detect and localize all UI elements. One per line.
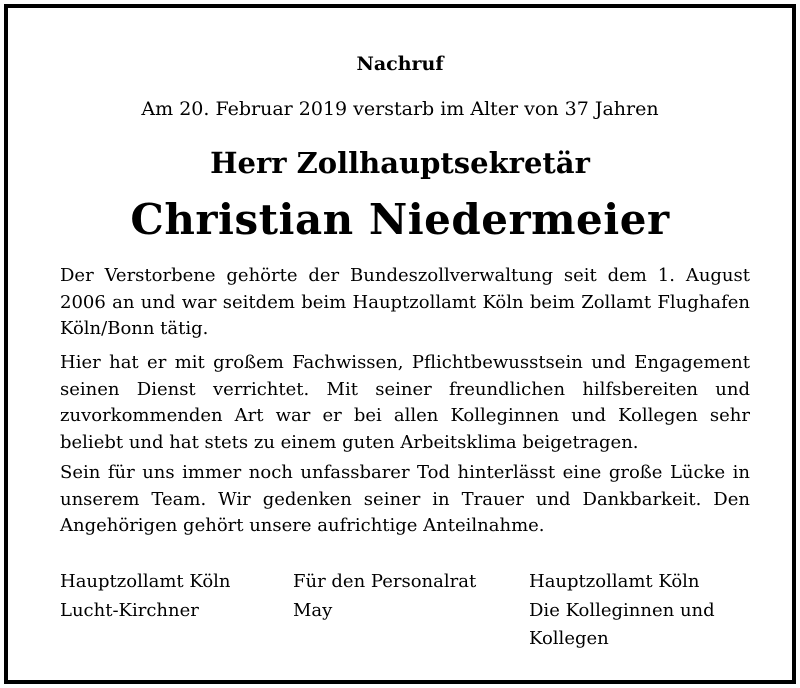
deceased-name: Christian Niedermeier — [130, 195, 670, 244]
signature-block-colleagues — [529, 568, 715, 654]
paragraph-text: Der Verstorbene gehörte der Bundeszollverwaltung seit dem 1. August 2006 an und war seitdem beim Hauptzollamt Köln beim Zollamt Flughafen Köln/Bonn tätig. — [60, 265, 750, 339]
obituary-notice — [4, 4, 796, 684]
signature-line: Für den Personalrat — [293, 571, 477, 592]
signature-line: Hauptzollamt Köln — [60, 571, 231, 592]
paragraph-career — [60, 263, 750, 343]
signature-line: Lucht-Kirchner — [60, 599, 199, 621]
paragraph-text: Hier hat er mit großem Fachwissen, Pflichtbewusstsein und Engagement seinen Dienst verrichtet. Mit seiner freundlichen hilfsbereiten und zuvorkommenden Art war er bei allen Kolleginnen und Kollegen sehr beliebt und hat stets zu einem guten Arbeitsklima beigetragen. — [60, 352, 750, 453]
paragraph-tribute — [60, 350, 750, 456]
signature-line: Kollegen — [529, 628, 609, 649]
signature-line: Die Kolleginnen und — [529, 599, 715, 621]
deceased-rank: Herr Zollhauptsekretär — [210, 146, 590, 180]
paragraph-text: Sein für uns immer noch unfassbarer Tod hinterlässt eine große Lücke in unserem Team. Wir gedenken seiner in Trauer und Dankbarkeit. Den Angehörigen gehört unsere aufrichtige Anteilnahme. — [60, 462, 750, 536]
signature-block-office — [60, 568, 231, 625]
signature-line: May — [293, 599, 333, 621]
signature-block-staff-council — [293, 568, 476, 625]
death-date-line: Am 20. Februar 2019 verstarb im Alter von 37 Jahren — [141, 98, 659, 120]
signature-line: Hauptzollamt Köln — [529, 571, 700, 592]
paragraph-condolence — [60, 460, 750, 540]
notice-heading: Nachruf — [356, 53, 444, 75]
